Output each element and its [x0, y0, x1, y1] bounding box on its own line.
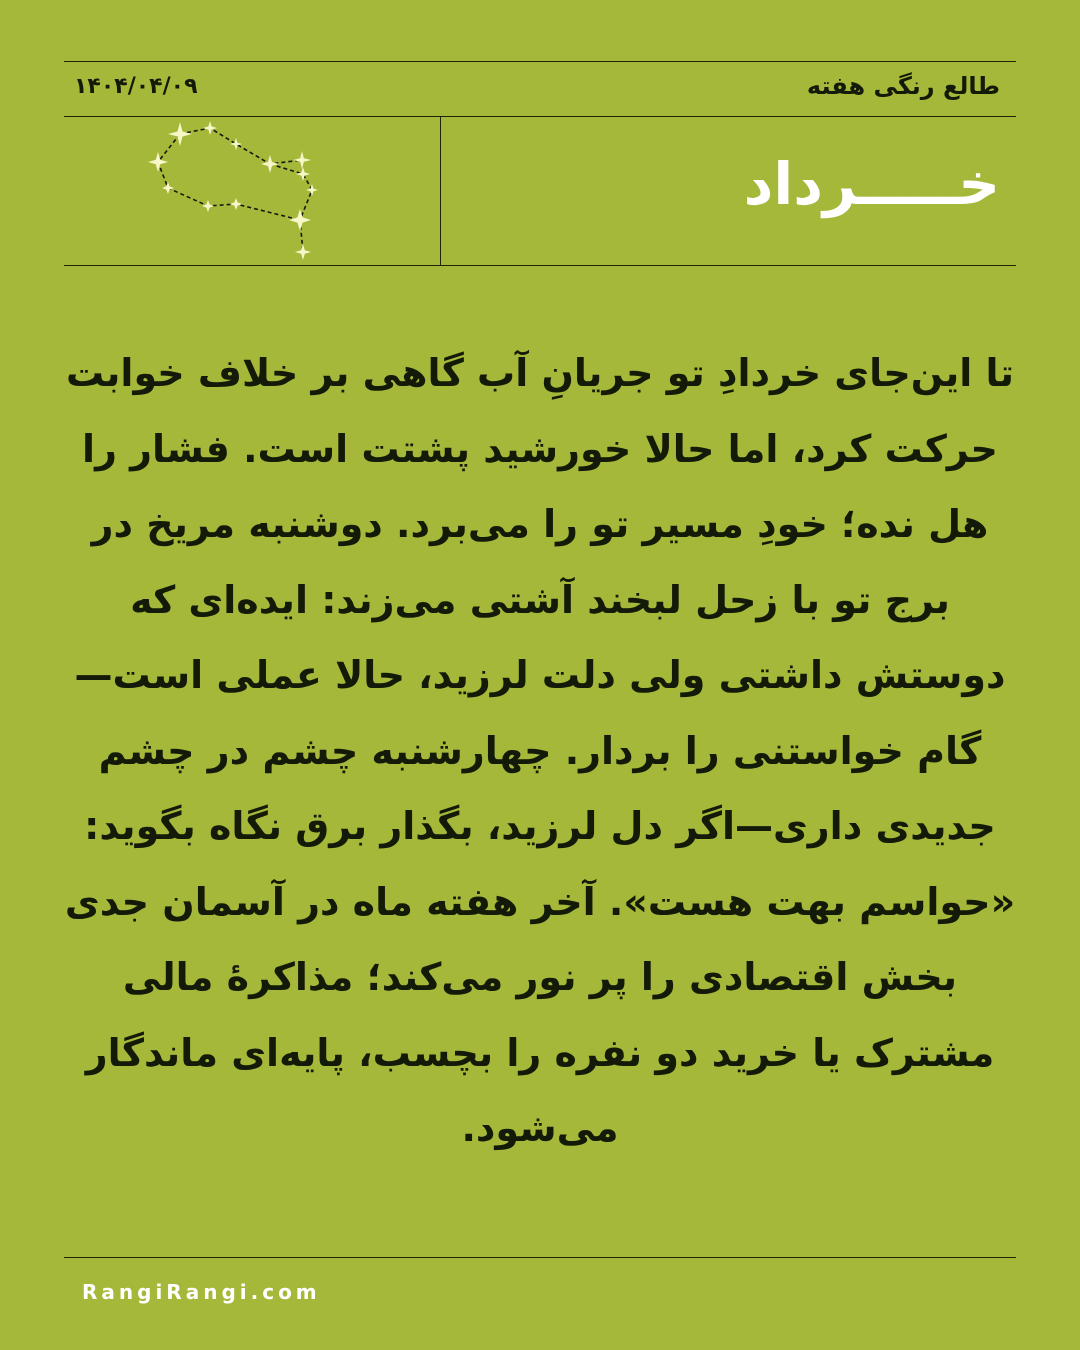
star-12 — [202, 200, 214, 212]
star-1 — [168, 122, 192, 146]
horoscope-text: تا این‌جای خردادِ تو جریانِ آب گاهی بر خلاف خوابت حرکت کرد، اما حالا خورشید پشتت است. فشار را هل نده؛ خودِ مسیر تو را می‌برد. دوشنبه مریخ در برج تو با زحل لبخند آشتی می‌زند: ایده‌ای که دوستش داشتی ولی دلت لرزید، حالا عملی است—گام خواستنی را بردار. چهارشنبه چشم در چشم جدیدی داری—اگر دل لرزید، بگذار برق نگاه بگوید: «حواسم بهت هست». آخر هفته ماه در آسمان جدی بخش اقتصادی را پر نور می‌کند؛ مذاکرهٔ مالی مشترک یا خرید دو نفره را بچسب، پایه‌ای ماندگار می‌شود. — [64, 351, 1016, 1150]
star-3 — [230, 138, 242, 150]
star-4 — [261, 155, 279, 173]
star-13 — [230, 198, 242, 210]
header-rule — [64, 116, 1016, 117]
star-10 — [148, 152, 168, 172]
gemini-constellation-icon — [140, 118, 340, 264]
footer-rule — [64, 1257, 1016, 1258]
star-2 — [203, 121, 217, 135]
issue-date: ۱۴۰۴/۰۴/۰۹ — [74, 74, 198, 99]
month-title: خـــــرداد — [743, 150, 1000, 218]
star-6 — [296, 167, 310, 181]
page-title: طالع رنگی هفته — [806, 72, 1000, 100]
top-rule — [64, 61, 1016, 62]
star-5 — [293, 151, 311, 169]
section-rule — [64, 265, 1016, 266]
star-7 — [306, 184, 318, 196]
star-9 — [295, 244, 311, 260]
star-11 — [162, 182, 174, 194]
section-divider — [440, 117, 441, 265]
star-8 — [289, 209, 311, 231]
footer-website[interactable]: RangiRangi.com — [82, 1280, 321, 1304]
